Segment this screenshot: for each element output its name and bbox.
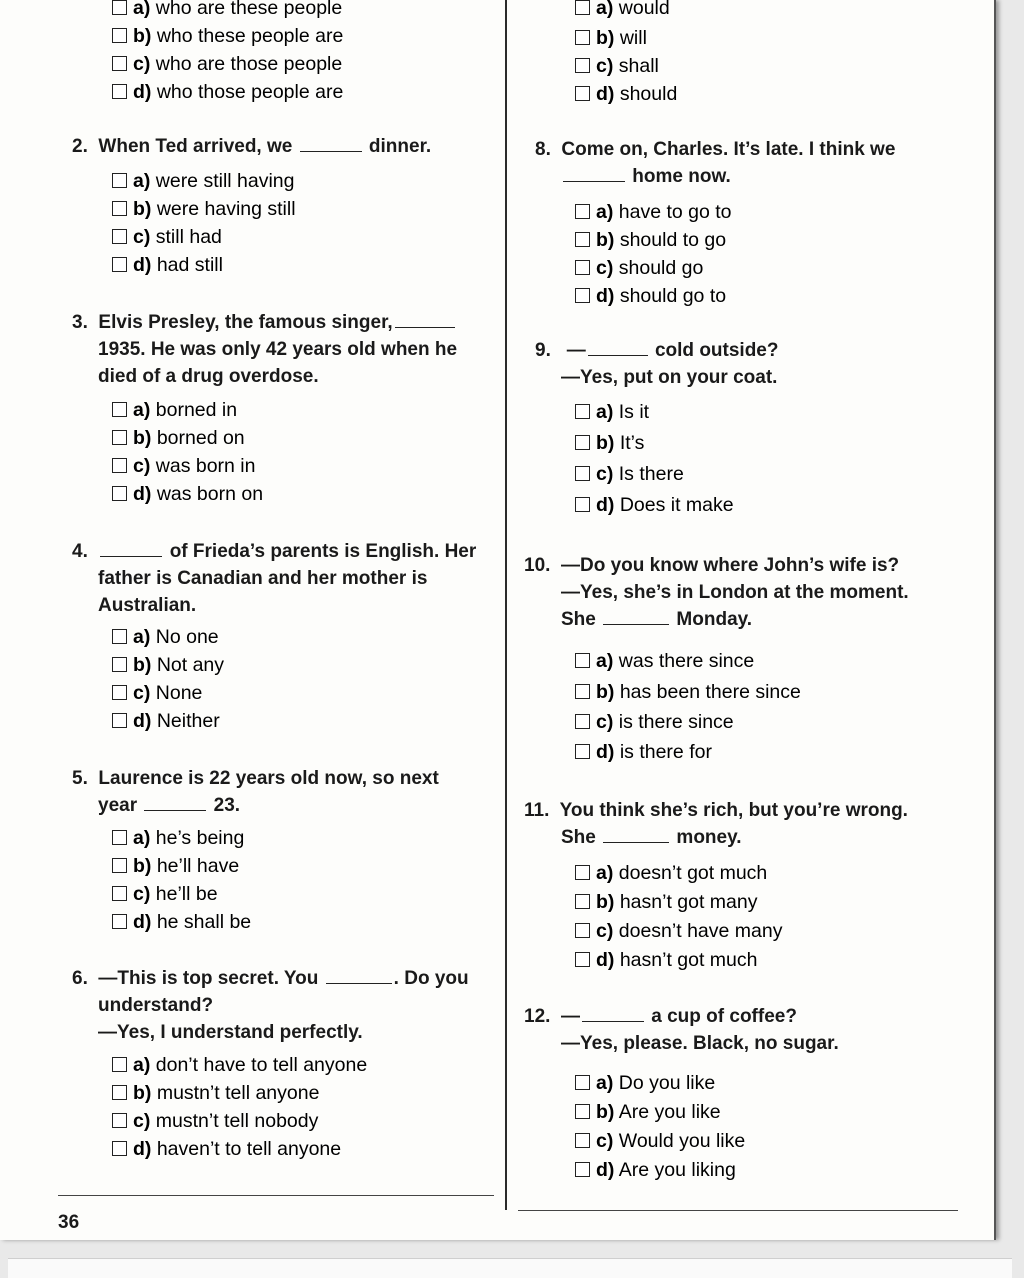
q5-option-b[interactable]: b) he’ll have [112,855,239,877]
checkbox[interactable] [575,288,590,303]
q7-option-b[interactable]: b) will [575,27,647,49]
question-4: 4. of Frieda’s parents is English. Her father is Canadian and her mother is Australian. [72,541,477,616]
checkbox[interactable] [112,629,127,644]
q6-option-a[interactable]: a) don’t have to tell anyone [112,1054,367,1076]
q1-option-c[interactable]: c) who are those people [112,53,342,75]
answer-blank [603,826,669,843]
checkbox[interactable] [112,1085,127,1100]
checkbox[interactable] [112,0,127,15]
checkbox[interactable] [112,56,127,71]
checkbox[interactable] [112,713,127,728]
column-divider [505,0,507,1210]
q10-option-a[interactable]: a) was there since [575,650,754,672]
q10-option-d[interactable]: d) is there for [575,741,712,763]
q12-option-a[interactable]: a) Do you like [575,1072,715,1094]
checkbox[interactable] [575,1075,590,1090]
checkbox[interactable] [575,1104,590,1119]
checkbox[interactable] [575,684,590,699]
q2-option-a[interactable]: a) were still having [112,170,295,192]
checkbox[interactable] [575,497,590,512]
checkbox[interactable] [575,466,590,481]
q8-option-b[interactable]: b) should to go [575,229,726,251]
answer-blank [300,135,362,152]
checkbox[interactable] [575,952,590,967]
checkbox[interactable] [112,486,127,501]
checkbox[interactable] [112,430,127,445]
checkbox[interactable] [112,858,127,873]
q4-option-b[interactable]: b) Not any [112,654,224,676]
footer-rule-right [518,1210,958,1211]
q9-option-c[interactable]: c) Is there [575,463,684,485]
q11-option-a[interactable]: a) doesn’t got much [575,862,767,884]
checkbox[interactable] [575,404,590,419]
q8-option-a[interactable]: a) have to go to [575,201,732,223]
answer-blank [326,967,392,984]
checkbox[interactable] [575,1133,590,1148]
page-edge [994,0,996,1240]
answer-blank [144,794,206,811]
q3-option-c[interactable]: c) was born in [112,455,255,477]
q6-option-c[interactable]: c) mustn’t tell nobody [112,1110,318,1132]
checkbox[interactable] [575,923,590,938]
checkbox[interactable] [575,204,590,219]
q11-option-c[interactable]: c) doesn’t have many [575,920,782,942]
checkbox[interactable] [575,744,590,759]
q4-option-d[interactable]: d) Neither [112,710,220,732]
q10-option-c[interactable]: c) is there since [575,711,734,733]
q1-option-a[interactable]: a) who are these people [112,0,342,19]
q4-option-a[interactable]: a) No one [112,626,219,648]
q7-option-d[interactable]: d) should [575,83,677,105]
question-6: 6. —This is top secret. You . Do you understand? —Yes, I understand perfectly. [72,968,469,1043]
q3-option-b[interactable]: b) borned on [112,427,245,449]
checkbox[interactable] [575,260,590,275]
checkbox[interactable] [575,30,590,45]
checkbox[interactable] [112,201,127,216]
q9-option-b[interactable]: b) It’s [575,432,644,454]
checkbox[interactable] [112,1113,127,1128]
q8-option-d[interactable]: d) should go to [575,285,726,307]
footer-rule-left [58,1195,494,1196]
q6-option-d[interactable]: d) haven’t to tell anyone [112,1138,341,1160]
question-11: 11. You think she’s rich, but you’re wrong. She money. [524,800,908,848]
q5-option-d[interactable]: d) he shall be [112,911,251,933]
question-2: 2. When Ted arrived, we dinner. [72,136,432,157]
checkbox[interactable] [112,657,127,672]
checkbox[interactable] [575,435,590,450]
checkbox[interactable] [575,1162,590,1177]
q12-option-d[interactable]: d) Are you liking [575,1159,736,1181]
checkbox[interactable] [575,653,590,668]
checkbox[interactable] [112,402,127,417]
question-3: 3. Elvis Presley, the famous singer, 1935. He was only 42 years old when he died of a drug overdose. [72,312,458,387]
checkbox[interactable] [112,914,127,929]
question-12: 12. — a cup of coffee? —Yes, please. Black, no sugar. [524,1006,839,1054]
checkbox[interactable] [112,1141,127,1156]
checkbox[interactable] [112,173,127,188]
q2-option-b[interactable]: b) were having still [112,198,296,220]
answer-blank [588,339,648,356]
checkbox[interactable] [575,865,590,880]
page-number: 36 [58,1212,80,1233]
checkbox[interactable] [112,458,127,473]
checkbox[interactable] [112,1057,127,1072]
q2-option-c[interactable]: c) still had [112,226,222,248]
checkbox[interactable] [112,886,127,901]
checkbox[interactable] [575,0,590,15]
answer-blank [395,311,455,328]
question-8: 8. Come on, Charles. It’s late. I think we home now. [535,139,896,187]
checkbox[interactable] [112,830,127,845]
checkbox[interactable] [575,714,590,729]
q5-option-c[interactable]: c) he’ll be [112,883,218,905]
q3-option-d[interactable]: d) was born on [112,483,263,505]
question-5: 5. Laurence is 22 years old now, so next year 23. [72,768,439,816]
q9-option-a[interactable]: a) Is it [575,401,649,423]
question-9: 9. — cold outside? —Yes, put on your coat. [535,340,779,388]
checkbox[interactable] [112,685,127,700]
q8-option-c[interactable]: c) should go [575,257,703,279]
q6-option-b[interactable]: b) mustn’t tell anyone [112,1082,319,1104]
checkbox[interactable] [112,229,127,244]
answer-blank [603,608,669,625]
checkbox[interactable] [575,86,590,101]
q11-option-b[interactable]: b) hasn’t got many [575,891,758,913]
next-page-edge [8,1258,1012,1278]
q5-option-a[interactable]: a) he’s being [112,827,244,849]
q1-option-d[interactable]: d) who those people are [112,81,343,103]
q9-option-d[interactable]: d) Does it make [575,494,734,516]
answer-blank [563,165,625,182]
q3-option-a[interactable]: a) borned in [112,399,237,421]
q1-option-b[interactable]: b) who these people are [112,25,343,47]
checkbox[interactable] [575,58,590,73]
q10-option-b[interactable]: b) has been there since [575,681,801,703]
q7-option-c[interactable]: c) shall [575,55,659,77]
q4-option-c[interactable]: c) None [112,682,202,704]
checkbox[interactable] [112,257,127,272]
q2-option-d[interactable]: d) had still [112,254,223,276]
q12-option-c[interactable]: c) Would you like [575,1130,745,1152]
checkbox[interactable] [112,28,127,43]
q12-option-b[interactable]: b) Are you like [575,1101,721,1123]
q11-option-d[interactable]: d) hasn’t got much [575,949,758,971]
checkbox[interactable] [112,84,127,99]
q7-option-a[interactable]: a) would [575,0,670,19]
checkbox[interactable] [575,894,590,909]
answer-blank [582,1005,644,1022]
checkbox[interactable] [575,232,590,247]
answer-blank [100,540,162,557]
question-10: 10. —Do you know where John’s wife is? —Yes, she’s in London at the moment. She Monday. [524,555,909,630]
